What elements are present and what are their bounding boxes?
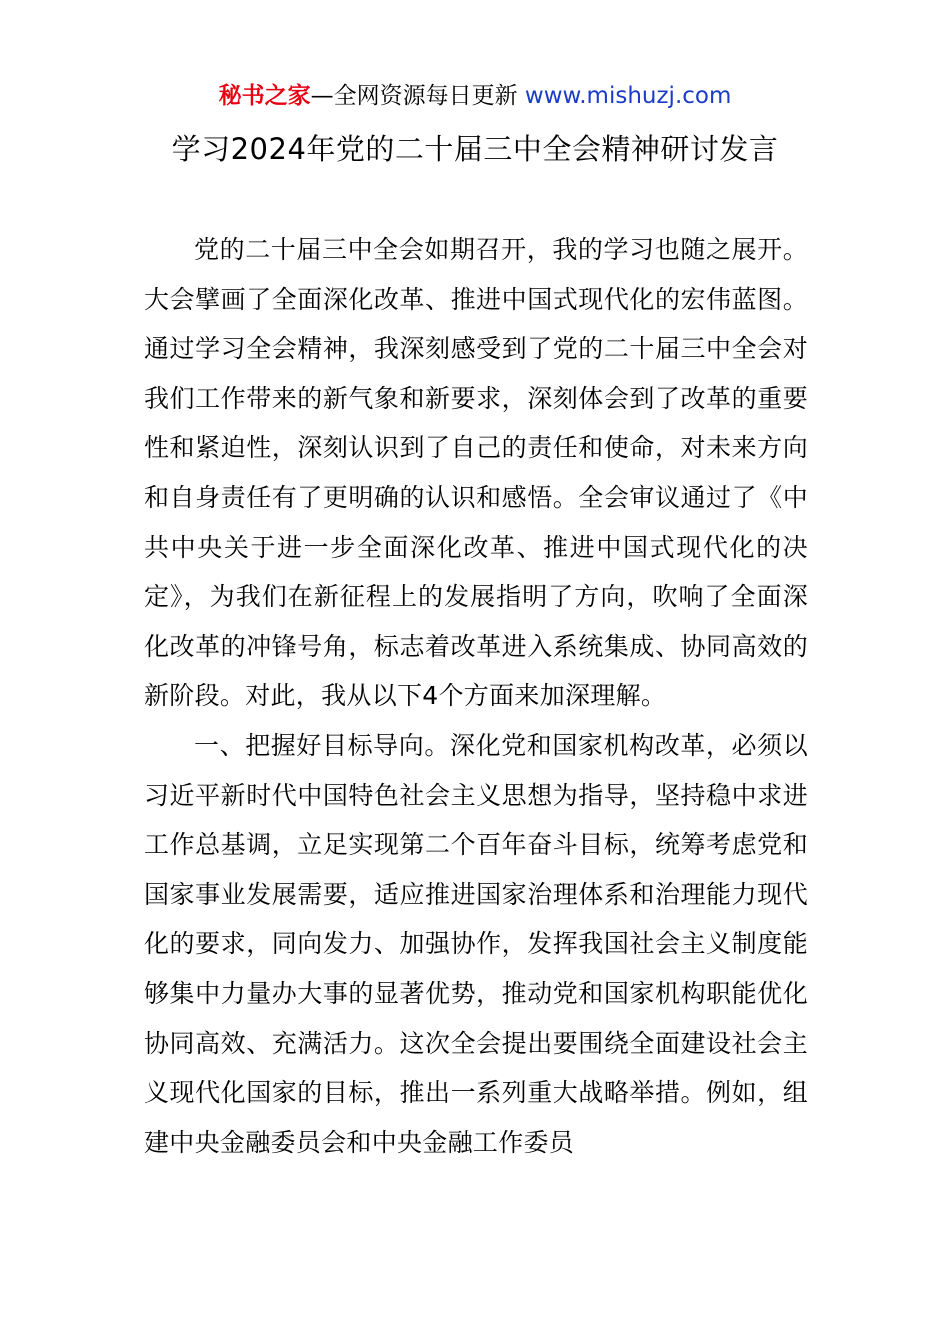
paragraph-section-one: 一、把握好目标导向。深化党和国家机构改革，必须以习近平新时代中国特色社会主义思想为指导，坚持稳中求进工作总基调，立足实现第二个百年奋斗目标，统筹考虑党和国家事业发展需要，适应推进国家治理体系和治理能力现代化的要求，同向发力、加强协作，发挥我国社会主义制度能够集中力量办大事的显著优势，推动党和国家机构职能优化协同高效、充满活力。这次全会提出要围绕全面建设社会主义现代化国家的目标，推出一系列重大战略举措。例如，组建中央金融委员会和中央金融工作委员 bbox=[144, 730, 808, 1157]
site-brand: 秘书之家 bbox=[218, 83, 311, 109]
document-body bbox=[144, 225, 808, 1167]
paragraph-intro: 党的二十届三中全会如期召开，我的学习也随之展开。大会擘画了全面深化改革、推进中国式现代化的宏伟蓝图。通过学习全会精神，我深刻感受到了党的二十届三中全会对我们工作带来的新气象和新要求，深刻体会到了改革的重要性和紧迫性，深刻认识到了自己的责任和使命，对未来方向和自身责任有了更明确的认识和感悟。全会审议通过了《中共中央关于进一步全面深化改革、推进中国式现代化的决定》，为我们在新征程上的发展指明了方向，吹响了全面深化改革的冲锋号角，标志着改革进入系统集成、协同高效的新阶段。对此，我从以下4个方面来加深理解。 bbox=[144, 235, 808, 711]
site-tagline: —全网资源每日更新 bbox=[310, 83, 525, 109]
site-header bbox=[0, 80, 950, 112]
document-title: 学习2024年党的二十届三中全会精神研讨发言 bbox=[171, 132, 779, 166]
site-url-link[interactable]: www.mishuzj.com bbox=[524, 83, 732, 109]
